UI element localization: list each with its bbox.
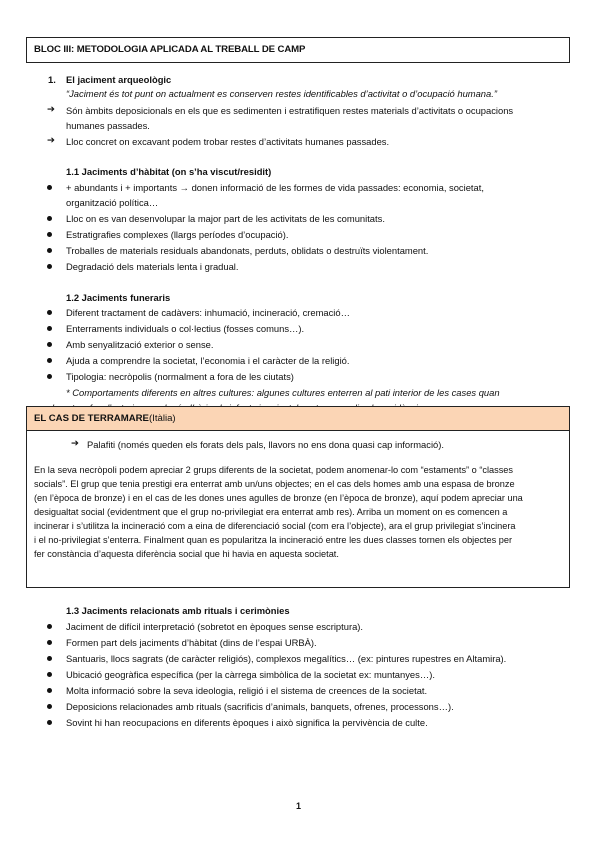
arrow-item-text: Són àmbits deposicionals en els que es sedimenten i estratifiquen restes materials d’activitats o ocupacions	[66, 105, 514, 116]
terramare-title-suffix: (Itàlia)	[148, 412, 176, 424]
paragraph-line: En la seva necròpoli podem apreciar 2 grups diferents de la societat, podem anomenar-lo com “estaments” o “classes	[34, 465, 514, 475]
section-title: El jaciment arqueològic	[66, 74, 172, 85]
list-item: Amb senyalització exterior o sense.	[66, 339, 214, 350]
terramare-box	[26, 406, 570, 588]
list-item: Troballes de materials residuals abandonats, perduts, oblidats o destruïts violentament.	[66, 245, 429, 256]
subsection-title: 1.3 Jaciments relacionats amb rituals i cerimònies	[66, 605, 290, 616]
section-number: 1.	[48, 74, 56, 85]
list-item: Ubicació geogràfica específica (per la càrrega simbòlica de la societat ex: muntanyes…).	[66, 669, 435, 680]
bullet-icon	[47, 264, 52, 269]
list-item: Sovint hi han reocupacions en diferents èpoques i això significa la pervivència de culte.	[66, 717, 428, 728]
arrow-icon: ➔	[71, 437, 79, 448]
bullet-icon	[47, 688, 52, 693]
bullet-icon	[47, 342, 52, 347]
list-item: Ajuda a comprendre la societat, l’economia i el caràcter de la religió.	[66, 355, 350, 366]
bullet-icon	[47, 704, 52, 709]
list-item: organització política…	[66, 197, 159, 208]
arrow-icon: ➔	[47, 103, 55, 114]
arrow-item-text: humanes passades.	[66, 120, 150, 131]
bullet-icon	[47, 656, 52, 661]
subsection-title: 1.2 Jaciments funeraris	[66, 292, 171, 303]
bullet-icon	[47, 185, 52, 190]
paragraph-line: desigualtat social (evidentment que el grup no-privilegiat era enterrat amb res). Arriba un moment on es comencen a	[34, 507, 508, 517]
list-item: Deposicions relacionades amb rituals (sacrificis d’animals, banquets, ofrenes, processons…).	[66, 701, 454, 712]
list-item: Degradació dels materials lenta i gradual.	[66, 261, 239, 272]
bullet-icon	[47, 624, 52, 629]
list-item: Estratigrafies complexes (llargs períodes d’ocupació).	[66, 229, 289, 240]
bullet-icon	[47, 640, 52, 645]
bullet-icon	[47, 326, 52, 331]
subsection-title: 1.1 Jaciments d’hàbitat (on s’ha viscut/residit)	[66, 166, 272, 177]
list-item: Lloc on es van desenvolupar la major part de les activitats de les comunitats.	[66, 213, 385, 224]
list-item: Tipologia: necròpolis (normalment a fora de les ciutats)	[66, 371, 294, 382]
list-item: + abundants i + importants → donen informació de les formes de vida passades: economia, societat,	[66, 182, 484, 193]
paragraph-line: fer constància d’aquesta diferència social que hi havia en aquesta societat.	[34, 549, 339, 559]
bullet-icon	[47, 374, 52, 379]
block-title-box	[26, 37, 570, 63]
bullet-icon	[47, 720, 52, 725]
list-item: Jaciment de difícil interpretació (sobretot en èpoques sense escriptura).	[66, 621, 364, 632]
definition-quote: “Jaciment és tot punt on actualment es conserven restes identificables d’activitat o d’ocupació humana.”	[66, 88, 497, 99]
paragraph-line: i el no-privilegiat s’enterra. Finalment quan es popularitza la incineració entre les dues classes tornen els objectes per	[34, 535, 513, 545]
terramare-title: EL CAS DE TERRAMARE	[34, 412, 149, 424]
list-item: Diferent tractament de cadàvers: inhumació, incineració, cremació…	[66, 307, 350, 318]
bullet-icon	[47, 232, 52, 237]
bullet-icon	[47, 248, 52, 253]
page-number: 1	[296, 801, 302, 811]
list-item: Formen part dels jaciments d’hàbitat (dins de l’espai URBÀ).	[66, 637, 317, 648]
paragraph-line: (en l’època de bronze) i en el cas de les dones unes agulles de bronze (en l’època de bronze), aquí podem apreciar una	[34, 493, 523, 503]
terramare-header	[27, 407, 569, 431]
bullet-icon	[47, 672, 52, 677]
list-item: Molta informació sobre la seva ideologia, religió i el sistema de creences de la societat.	[66, 685, 428, 696]
note-text: * Comportaments diferents en altres cultures: algunes cultures enterren al pati interior de les cases quan	[66, 387, 500, 398]
block-title: BLOC III: METODOLOGIA APLICADA AL TREBALL DE CAMP	[34, 44, 306, 56]
list-item: Enterraments individuals o col·lectius (fosses comuns…).	[66, 323, 305, 334]
paragraph-line: incinerar i s’utilitza la incineració com a eina de diferenciació social (com era l’objecte), ara el grup privilegiat s’incinera	[34, 521, 516, 531]
arrow-item-text: Palafiti (només queden els forats dels pals, llavors no ens dona quasi cap informació).	[87, 439, 444, 450]
bullet-icon	[47, 310, 52, 315]
bullet-icon	[47, 216, 52, 221]
list-item: Santuaris, llocs sagrats (de caràcter religiós), complexos megalítics… (ex: pintures rupestres en Altamira).	[66, 653, 507, 664]
arrow-item-text: Lloc concret on excavant podem trobar restes d’activitats humanes passades.	[66, 136, 390, 147]
bullet-icon	[47, 358, 52, 363]
arrow-icon: ➔	[47, 134, 55, 145]
paragraph-line: socials”. El grup que tenia prestigi era enterrat amb un/uns objectes; en el cas dels homes amb una espasa de bronze	[34, 479, 515, 489]
